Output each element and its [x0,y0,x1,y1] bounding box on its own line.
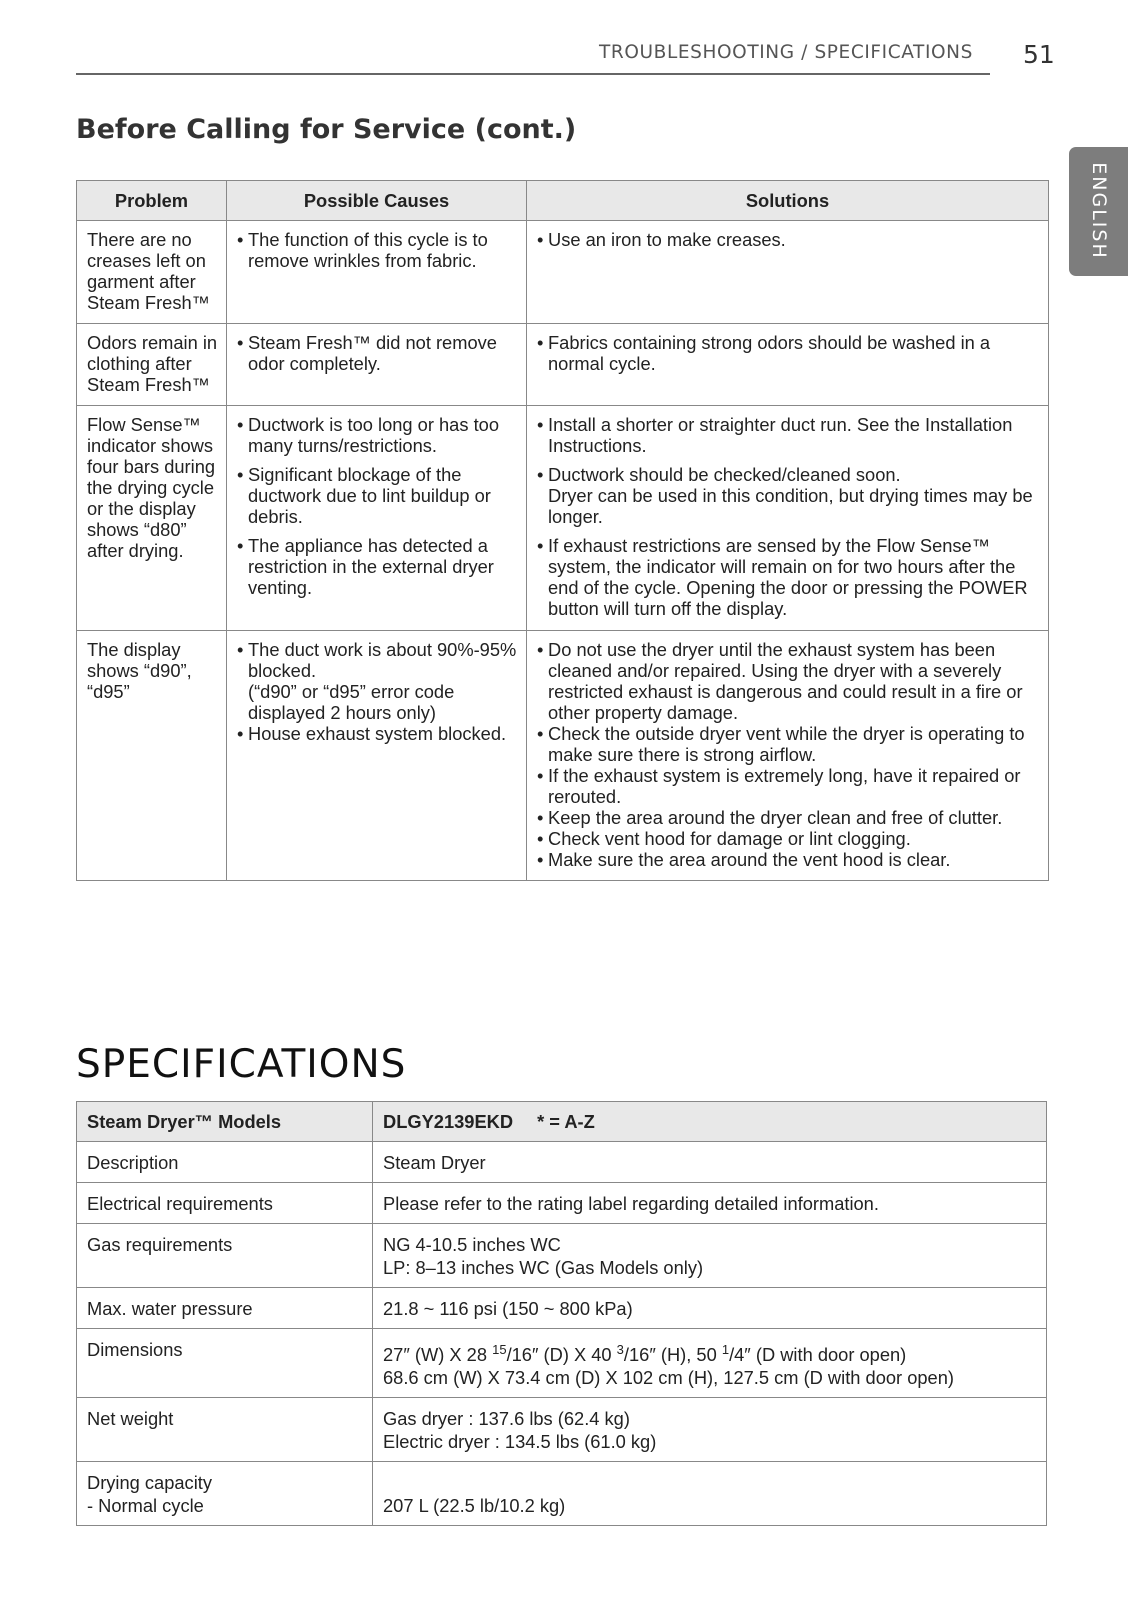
solution-item: • Keep the area around the dryer clean and free of clutter. [537,807,1040,828]
solutions-cell [527,631,1049,881]
spec-label: Max. water pressure [77,1288,373,1329]
spec-value-cell [373,1329,1047,1398]
language-tab-label: ENGLISH [1088,162,1110,260]
solution-item: • Fabrics containing strong odors should be washed in a normal cycle. [537,332,1040,374]
table-row [77,324,1049,406]
solutions-cell [527,324,1049,406]
table-row [77,1183,1047,1224]
spec-label-secondary: - Normal cycle [87,1495,204,1517]
table-header-row [77,181,1049,221]
table-row [77,1288,1047,1329]
spec-label: Drying capacity [87,1472,212,1494]
problem-cell: Odors remain in clothing after Steam Fresh™ [77,324,227,406]
causes-cell [227,406,527,631]
dim-text: /16″ (H), 50 [623,1344,722,1366]
causes-cell [227,221,527,324]
solutions-cell [527,406,1049,631]
causes-cell [227,631,527,881]
cause-note: (“d90” or “d95” error code displayed 2 hours only) [248,681,455,723]
specifications-title: SPECIFICATIONS [76,1042,407,1087]
cause-item [237,639,518,723]
troubleshooting-title: Before Calling for Service (cont.) [76,114,577,145]
problem-cell: There are no creases left on garment after Steam Fresh™ [77,221,227,324]
specs-header-model-cell [373,1102,1047,1142]
spec-label: Gas requirements [77,1224,373,1288]
spec-value: Steam Dryer [373,1142,1047,1183]
table-row [77,631,1049,881]
dim-text: /16″ (D) X 40 [506,1344,617,1366]
column-header-causes: Possible Causes [227,181,527,221]
specifications-table [76,1101,1047,1526]
fraction-numerator: 1 [721,1342,730,1357]
spec-value-cell [373,1398,1047,1462]
cause-item: • House exhaust system blocked. [237,723,518,744]
spec-label-cell [77,1462,373,1526]
solution-item: • Use an iron to make creases. [537,229,1040,250]
spec-value-cell [373,1462,1047,1526]
table-row [77,1142,1047,1183]
model-number: DLGY2139EKD [383,1111,514,1132]
dim-text: 27″ (W) X 28 [383,1344,493,1366]
cause-item: • Significant blockage of the ductwork due to lint buildup or debris. [237,464,518,527]
cause-text: The duct work is about 90%-95% blocked. [248,639,517,681]
solution-item: • Check the outside dryer vent while the dryer is operating to make sure there is strong airflow. [537,723,1040,765]
table-row [77,1224,1047,1288]
language-tab [1069,147,1128,276]
troubleshooting-table [76,180,1049,881]
solution-note: Dryer can be used in this condition, but drying times may be longer. [548,485,1033,527]
spec-value: Please refer to the rating label regarding detailed information. [373,1183,1047,1224]
column-header-solutions: Solutions [527,181,1049,221]
dimensions-imperial [383,1338,1036,1366]
spec-value-secondary: Electric dryer : 134.5 lbs (61.0 kg) [383,1431,657,1453]
spec-value-cell [373,1224,1047,1288]
cause-item: • Steam Fresh™ did not remove odor completely. [237,332,518,374]
problem-cell: The display shows “d90”, “d95” [77,631,227,881]
spec-value: 207 L (22.5 lb/10.2 kg) [383,1495,566,1517]
solution-item: • If the exhaust system is extremely long, have it repaired or rerouted. [537,765,1040,807]
running-header: TROUBLESHOOTING / SPECIFICATIONS [599,42,973,63]
header-divider [76,73,990,75]
table-row [77,1398,1047,1462]
solution-item: • Do not use the dryer until the exhaust system has been cleaned and/or repaired. Using the dryer with a severely restricted exhaust is dangerous and could result in a fire or other property damage. [537,639,1040,723]
fraction-numerator: 15 [492,1342,507,1357]
spec-label: Description [77,1142,373,1183]
fraction-numerator: 3 [616,1342,624,1357]
solution-item: • Check vent hood for damage or lint clogging. [537,828,1040,849]
solution-item: • If exhaust restrictions are sensed by the Flow Sense™ system, the indicator will remain on for two hours after the end of the cycle. Opening the door or pressing the POWER button will turn off the display. [537,535,1040,619]
spec-value: Gas dryer : 137.6 lbs (62.4 kg) [383,1408,630,1430]
table-row [77,1329,1047,1398]
spec-value: NG 4-10.5 inches WC [383,1234,561,1255]
cause-item: • The appliance has detected a restriction in the external dryer venting. [237,535,518,598]
specs-header-label: Steam Dryer™ Models [77,1102,373,1142]
spec-label: Net weight [77,1398,373,1462]
page-number: 51 [1023,40,1055,69]
cause-item: • The function of this cycle is to remove wrinkles from fabric. [237,229,518,271]
table-row [77,221,1049,324]
problem-cell: Flow Sense™ indicator shows four bars during the drying cycle or the display shows “d80” after drying. [77,406,227,631]
spec-value: 21.8 ~ 116 psi (150 ~ 800 kPa) [373,1288,1047,1329]
cause-item: • Ductwork is too long or has too many turns/restrictions. [237,414,518,456]
spec-label: Dimensions [77,1329,373,1398]
column-header-problem: Problem [77,181,227,221]
causes-cell [227,324,527,406]
solution-item: • Install a shorter or straighter duct run. See the Installation Instructions. [537,414,1040,456]
solution-item: • Make sure the area around the vent hood is clear. [537,849,1040,870]
solutions-cell [527,221,1049,324]
dim-text: /4″ (D with door open) [729,1344,907,1366]
solution-text: Ductwork should be checked/cleaned soon. [548,464,901,485]
solution-item [537,464,1040,527]
dimensions-metric: 68.6 cm (W) X 73.4 cm (D) X 102 cm (H), 127.5 cm (D with door open) [383,1367,954,1389]
table-row [77,1462,1047,1526]
spec-label: Electrical requirements [77,1183,373,1224]
model-variant-note: * = A-Z [537,1111,595,1132]
specs-header-row [77,1102,1047,1142]
table-row [77,406,1049,631]
spec-value-secondary: LP: 8–13 inches WC (Gas Models only) [383,1257,704,1278]
